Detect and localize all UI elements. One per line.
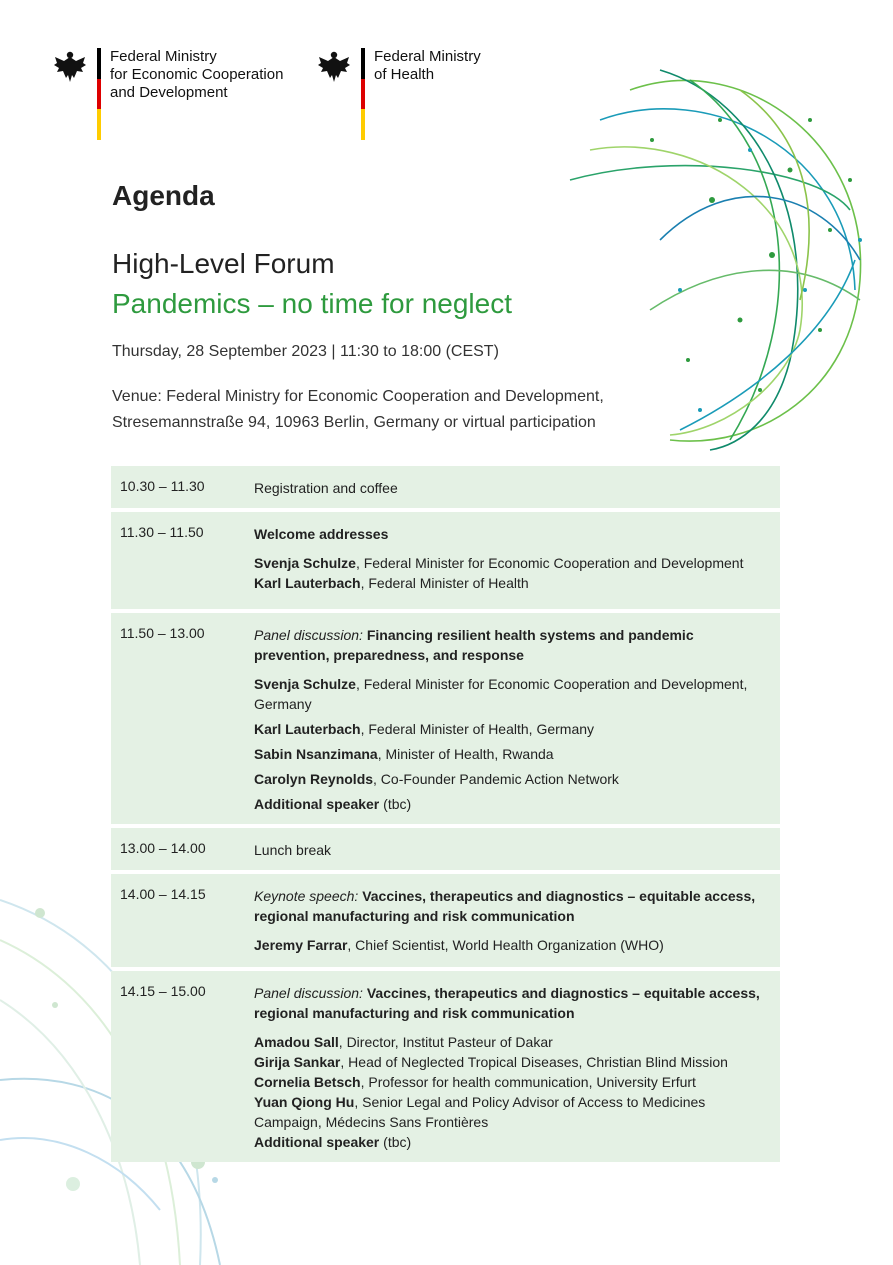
row-title <box>254 625 762 665</box>
speaker-role: , Head of Neglected Tropical Diseases, Christian Blind Mission <box>340 1054 728 1070</box>
bmz-logo-text: Federal Ministry for Economic Cooperation and Development <box>110 48 284 101</box>
row-title: Lunch break <box>254 842 332 858</box>
row-time: 14.00 – 14.15 <box>120 886 206 902</box>
session-title: Vaccines, therapeutics and diagnostics – equitable access, regional manufacturing and risk communication <box>254 985 760 1021</box>
bmg-logo <box>316 48 481 140</box>
speaker-role: , Federal Minister for Economic Cooperation and Development, Germany <box>254 676 748 712</box>
speaker <box>254 794 762 814</box>
session-kind: Panel discussion: <box>254 985 363 1001</box>
speaker <box>254 1072 762 1092</box>
speaker-name: Additional speaker <box>254 1134 380 1150</box>
bmg-logo-text: Federal Ministry of Health <box>374 48 481 83</box>
agenda-row <box>111 512 780 609</box>
row-content <box>254 524 780 593</box>
row-content <box>254 983 780 1152</box>
agenda-row <box>111 828 780 870</box>
federal-eagle-icon <box>52 48 88 84</box>
speaker <box>254 769 762 789</box>
row-title <box>254 886 762 926</box>
speaker-name: Yuan Qiong Hu <box>254 1094 355 1110</box>
row-time: 11.50 – 13.00 <box>120 625 205 641</box>
german-flag-bar <box>361 48 365 140</box>
venue-line: Stresemannstraße 94, 10963 Berlin, Germany or virtual participation <box>112 414 596 431</box>
session-kind: Panel discussion: <box>254 627 363 643</box>
speaker <box>254 674 762 714</box>
agenda-row <box>111 971 780 1162</box>
row-title: Welcome addresses <box>254 526 389 542</box>
row-content <box>254 886 780 955</box>
row-title <box>254 983 762 1023</box>
row-time: 14.15 – 15.00 <box>120 983 206 999</box>
speaker <box>254 744 762 764</box>
speaker <box>254 1092 762 1132</box>
speaker-name: Amadou Sall <box>254 1034 339 1050</box>
speaker-name: Karl Lauterbach <box>254 575 361 591</box>
row-time: 10.30 – 11.30 <box>120 478 205 494</box>
speaker-role: , Professor for health communication, University Erfurt <box>360 1074 696 1090</box>
speaker-name: Cornelia Betsch <box>254 1074 361 1090</box>
german-flag-bar <box>97 48 101 140</box>
row-content <box>254 840 780 860</box>
speaker-name: Svenja Schulze <box>254 555 356 571</box>
row-content <box>254 478 780 498</box>
speaker-role: , Director, Institut Pasteur of Dakar <box>338 1034 553 1050</box>
speaker-role: , Co-Founder Pandemic Action Network <box>373 771 619 787</box>
speaker <box>254 553 762 573</box>
speaker-role: , Federal Minister of Health, Germany <box>360 721 595 737</box>
speaker-role: (tbc) <box>379 796 412 812</box>
speaker <box>254 1032 762 1052</box>
speaker-name: Additional speaker <box>254 796 380 812</box>
speaker-role: , Senior Legal and Policy Advisor of Access to Medicines Campaign, Médecins Sans Frontières <box>254 1094 706 1130</box>
row-time: 11.30 – 11.50 <box>120 524 204 540</box>
speaker-role: , Chief Scientist, World Health Organization (WHO) <box>347 937 664 953</box>
row-title: Registration and coffee <box>254 480 398 496</box>
speaker-role: , Federal Minister of Health <box>360 575 529 591</box>
row-time: 13.00 – 14.00 <box>120 840 206 856</box>
agenda-row <box>111 874 780 967</box>
speaker-name: Svenja Schulze <box>254 676 356 692</box>
speaker <box>254 1132 762 1152</box>
speaker-name: Carolyn Reynolds <box>254 771 374 787</box>
row-content <box>254 625 780 814</box>
speaker <box>254 719 762 739</box>
forum-subtitle: Pandemics – no time for neglect <box>112 288 512 319</box>
speaker-role: (tbc) <box>379 1134 412 1150</box>
agenda-row <box>111 466 780 508</box>
event-venue <box>112 384 712 436</box>
bmz-logo <box>52 48 283 140</box>
session-title: Vaccines, therapeutics and diagnostics – equitable access, regional manufacturing and risk communication <box>254 888 756 924</box>
speaker-name: Karl Lauterbach <box>254 721 361 737</box>
event-date: Thursday, 28 September 2023 | 11:30 to 18:00 (CEST) <box>112 343 499 360</box>
session-title: Financing resilient health systems and pandemic prevention, preparedness, and response <box>254 627 694 663</box>
speaker-name: Girija Sankar <box>254 1054 341 1070</box>
session-kind: Keynote speech: <box>254 888 359 904</box>
speaker-name: Sabin Nsanzimana <box>254 746 378 762</box>
venue-line: Venue: Federal Ministry for Economic Cooperation and Development, <box>112 388 604 405</box>
agenda-row <box>111 613 780 824</box>
agenda-table <box>111 466 780 1166</box>
speaker-name: Jeremy Farrar <box>254 937 348 953</box>
speaker <box>254 573 762 593</box>
speaker <box>254 935 762 955</box>
speaker <box>254 1052 762 1072</box>
speaker-role: , Federal Minister for Economic Cooperation and Development <box>355 555 744 571</box>
page-title: Agenda <box>112 180 215 211</box>
forum-title: High-Level Forum <box>112 248 335 279</box>
speaker-role: , Minister of Health, Rwanda <box>377 746 554 762</box>
federal-eagle-icon <box>316 48 352 84</box>
